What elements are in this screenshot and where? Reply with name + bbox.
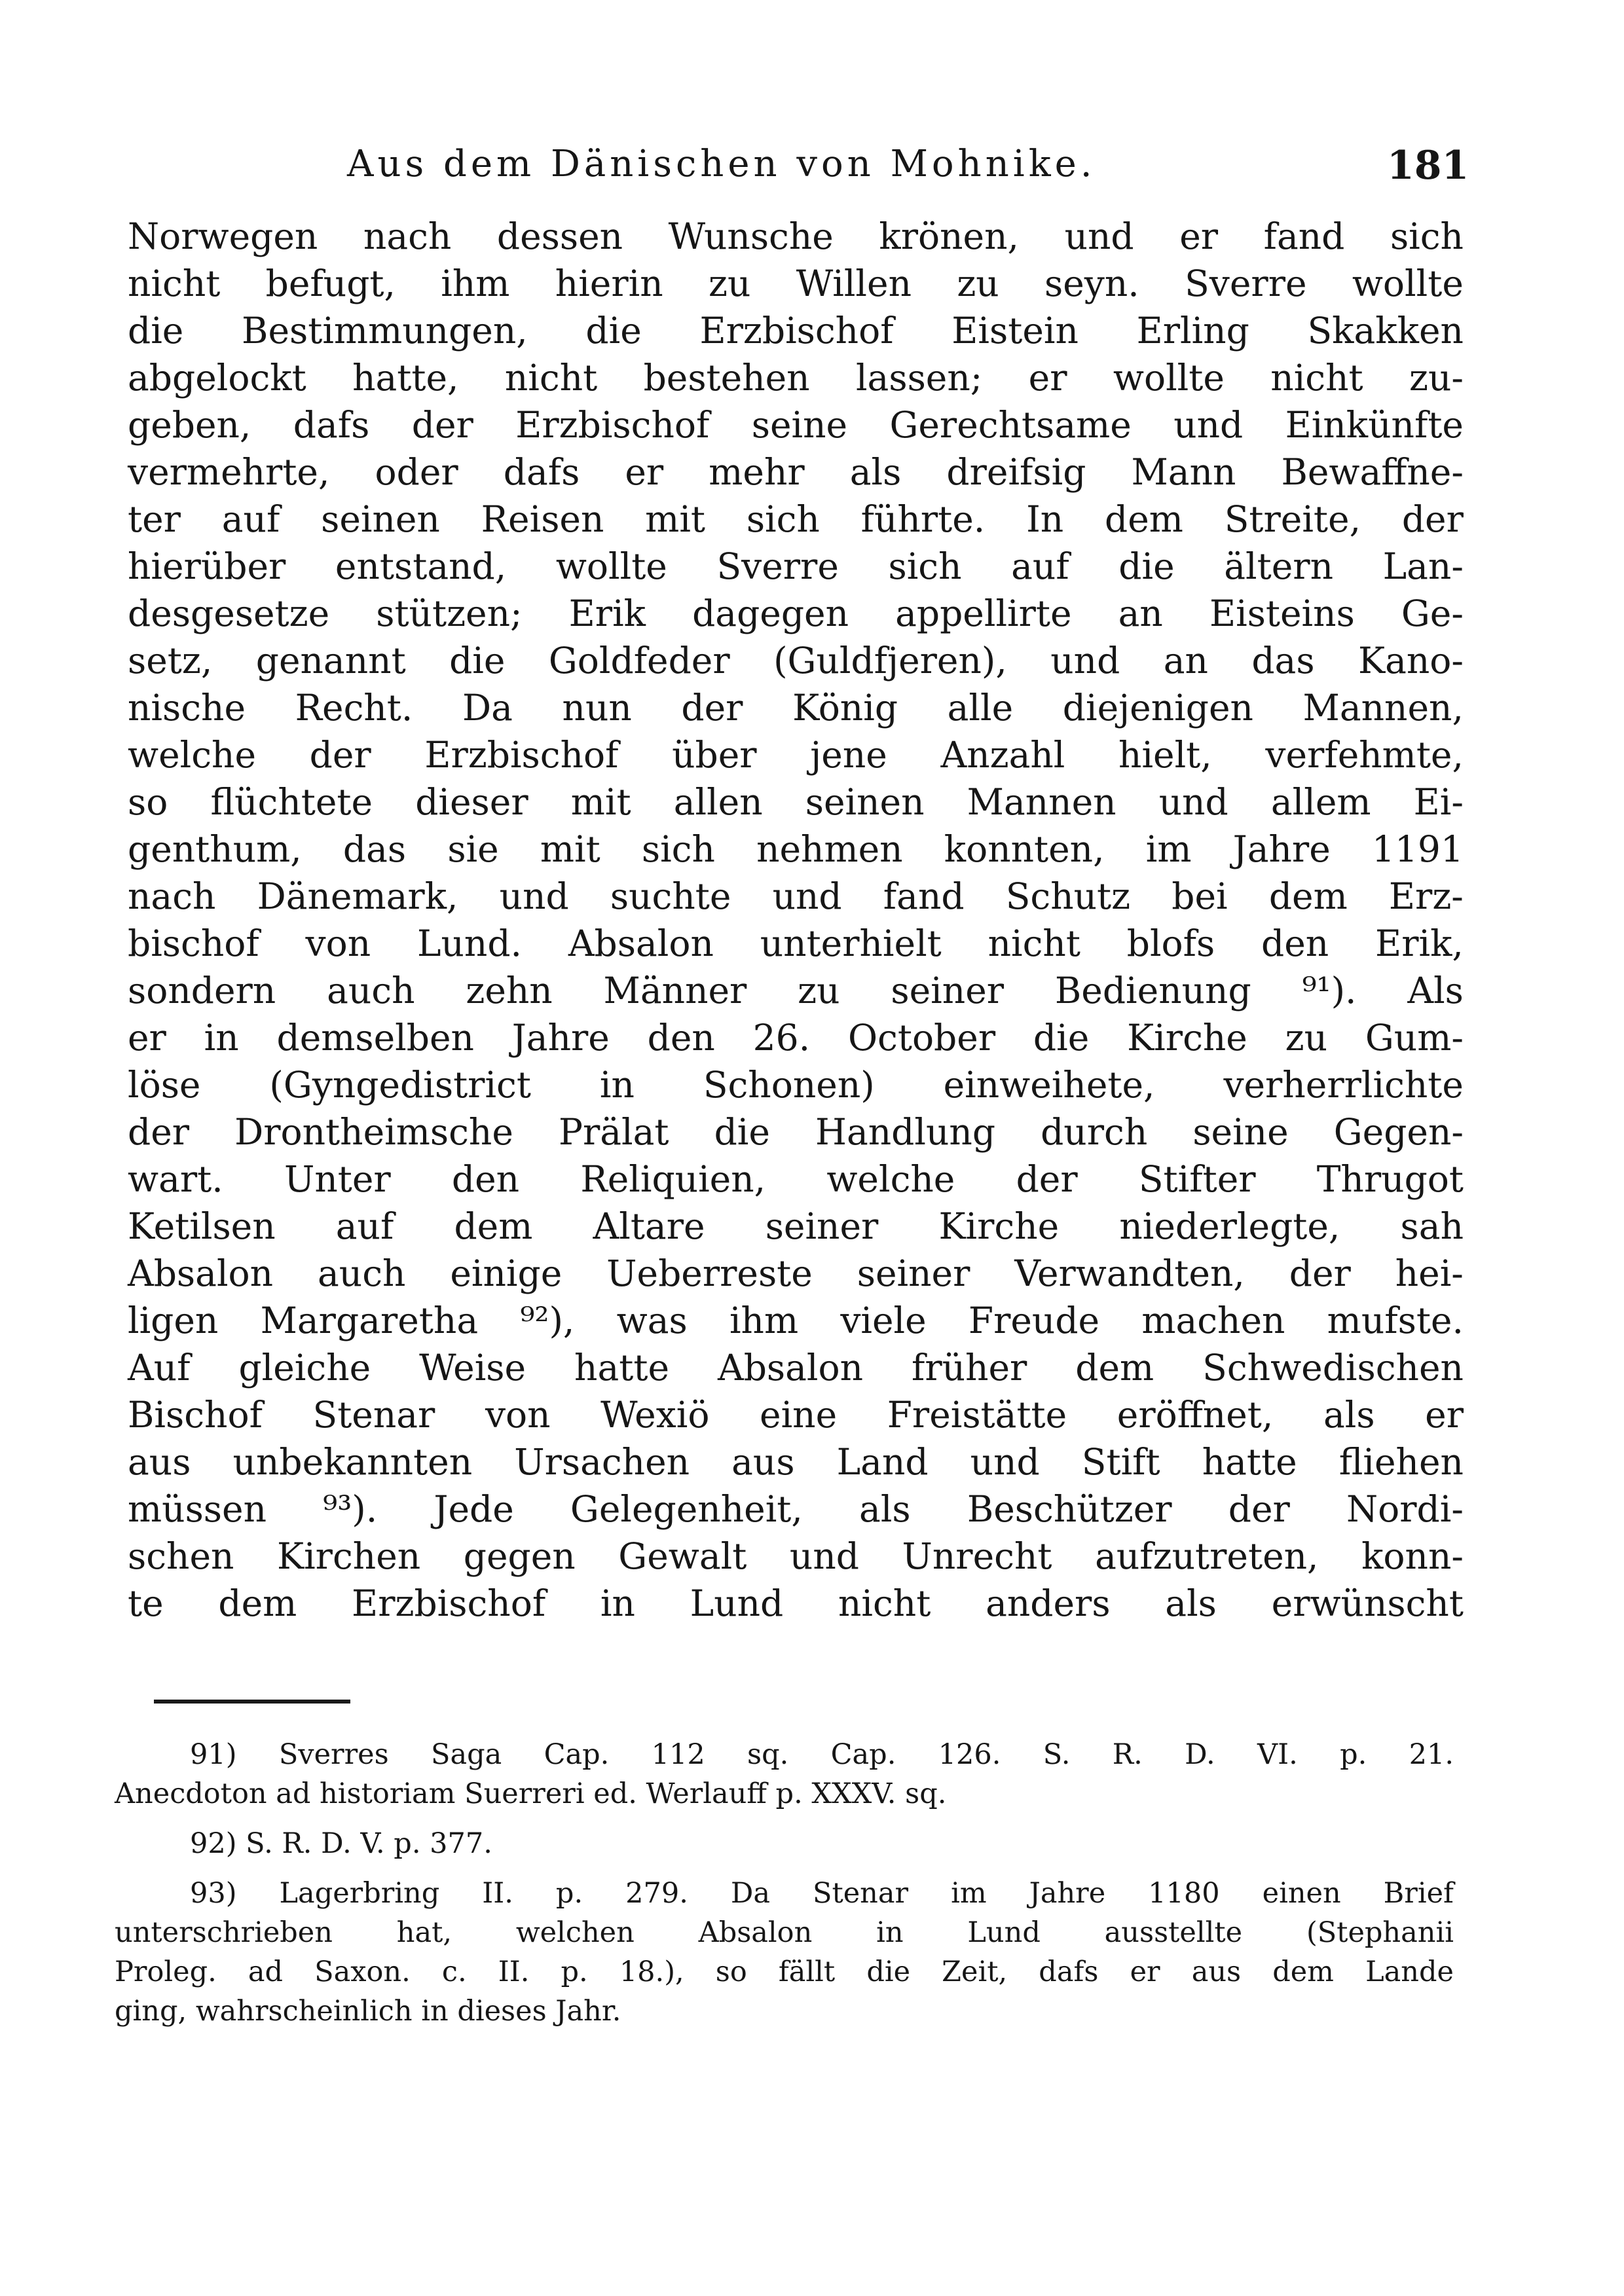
text-line: er in demselben Jahre den 26. October die Kirche zu Gum- bbox=[128, 1017, 1464, 1059]
footnote-line: 93) Lagerbring II. p. 279. Da Stenar im Jahre 1180 einen Brief bbox=[190, 1877, 1454, 1910]
text-line: ter auf seinen Reisen mit sich führte. In dem Streite, der bbox=[128, 498, 1464, 540]
text-line: bischof von Lund. Absalon unterhielt nicht blofs den Erik, bbox=[128, 922, 1464, 964]
text-line: vermehrte, oder dafs er mehr als dreifsig Mann Bewaffne- bbox=[128, 451, 1464, 493]
text-line: wart. Unter den Reliquien, welche der Stifter Thrugot bbox=[128, 1158, 1464, 1200]
text-line: genthum, das sie mit sich nehmen konnten, im Jahre 1191 bbox=[128, 828, 1464, 870]
text-line: te dem Erzbischof in Lund nicht anders als erwünscht bbox=[128, 1582, 1464, 1624]
footnote-divider bbox=[154, 1700, 350, 1704]
text-line: Absalon auch einige Ueberreste seiner Verwandten, der hei- bbox=[128, 1252, 1464, 1294]
footnote-line: unterschrieben hat, welchen Absalon in Lund ausstellte (Stephanii bbox=[115, 1916, 1454, 1949]
text-line: sondern auch zehn Männer zu seiner Bedienung ⁹¹). Als bbox=[128, 970, 1464, 1011]
text-line: nische Recht. Da nun der König alle diejenigen Mannen, bbox=[128, 687, 1464, 729]
text-line: der Drontheimsche Prälat die Handlung durch seine Gegen- bbox=[128, 1111, 1464, 1153]
text-line: geben, dafs der Erzbischof seine Gerechtsame und Einkünfte bbox=[128, 404, 1464, 446]
text-line: Norwegen nach dessen Wunsche krönen, und er fand sich bbox=[128, 215, 1464, 257]
footnote-line: ging, wahrscheinlich in dieses Jahr. bbox=[115, 1995, 621, 2028]
text-line: so flüchtete dieser mit allen seinen Mannen und allem Ei- bbox=[128, 781, 1464, 823]
text-line: desgesetze stützen; Erik dagegen appellirte an Eisteins Ge- bbox=[128, 592, 1464, 634]
footnote-line: Proleg. ad Saxon. c. II. p. 18.), so fällt die Zeit, dafs er aus dem Lande bbox=[115, 1956, 1454, 1988]
running-title: Aus dem Dänischen von Mohnike. bbox=[347, 143, 1096, 185]
text-line: aus unbekannten Ursachen aus Land und Stift hatte fliehen bbox=[128, 1441, 1464, 1483]
text-line: welche der Erzbischof über jene Anzahl hielt, verfehmte, bbox=[128, 734, 1464, 776]
text-line: ligen Margaretha ⁹²), was ihm viele Freude machen mufste. bbox=[128, 1300, 1464, 1341]
text-line: die Bestimmungen, die Erzbischof Eistein Erling Skakken bbox=[128, 310, 1464, 352]
text-line: Bischof Stenar von Wexiö eine Freistätte eröffnet, als er bbox=[128, 1394, 1464, 1436]
text-line: setz, genannt die Goldfeder (Guldfjeren), und an das Kano- bbox=[128, 640, 1464, 682]
main-text bbox=[128, 213, 1464, 1627]
text-line: löse (Gyngedistrict in Schonen) einweihete, verherrlichte bbox=[128, 1064, 1464, 1106]
page-number: 181 bbox=[1387, 143, 1469, 189]
text-line: nach Dänemark, und suchte und fand Schutz bei dem Erz- bbox=[128, 875, 1464, 917]
text-line: abgelockt hatte, nicht bestehen lassen; er wollte nicht zu- bbox=[128, 357, 1464, 399]
footnote-line: Anecdoton ad historiam Suerreri ed. Werlauff p. XXXV. sq. bbox=[115, 1777, 947, 1810]
text-line: Ketilsen auf dem Altare seiner Kirche niederlegte, sah bbox=[128, 1205, 1464, 1247]
footnote-line: 91) Sverres Saga Cap. 112 sq. Cap. 126. S. R. D. VI. p. 21. bbox=[190, 1738, 1454, 1771]
text-line: hierüber entstand, wollte Sverre sich auf die ältern Lan- bbox=[128, 545, 1464, 587]
footnotes bbox=[115, 1735, 1454, 2031]
text-line: schen Kirchen gegen Gewalt und Unrecht aufzutreten, konn- bbox=[128, 1535, 1464, 1577]
text-line: müssen ⁹³). Jede Gelegenheit, als Beschützer der Nordi- bbox=[128, 1488, 1464, 1530]
text-line: Auf gleiche Weise hatte Absalon früher dem Schwedischen bbox=[128, 1347, 1464, 1389]
text-line: nicht befugt, ihm hierin zu Willen zu seyn. Sverre wollte bbox=[128, 263, 1464, 304]
footnote-line: 92) S. R. D. V. p. 377. bbox=[190, 1827, 492, 1860]
